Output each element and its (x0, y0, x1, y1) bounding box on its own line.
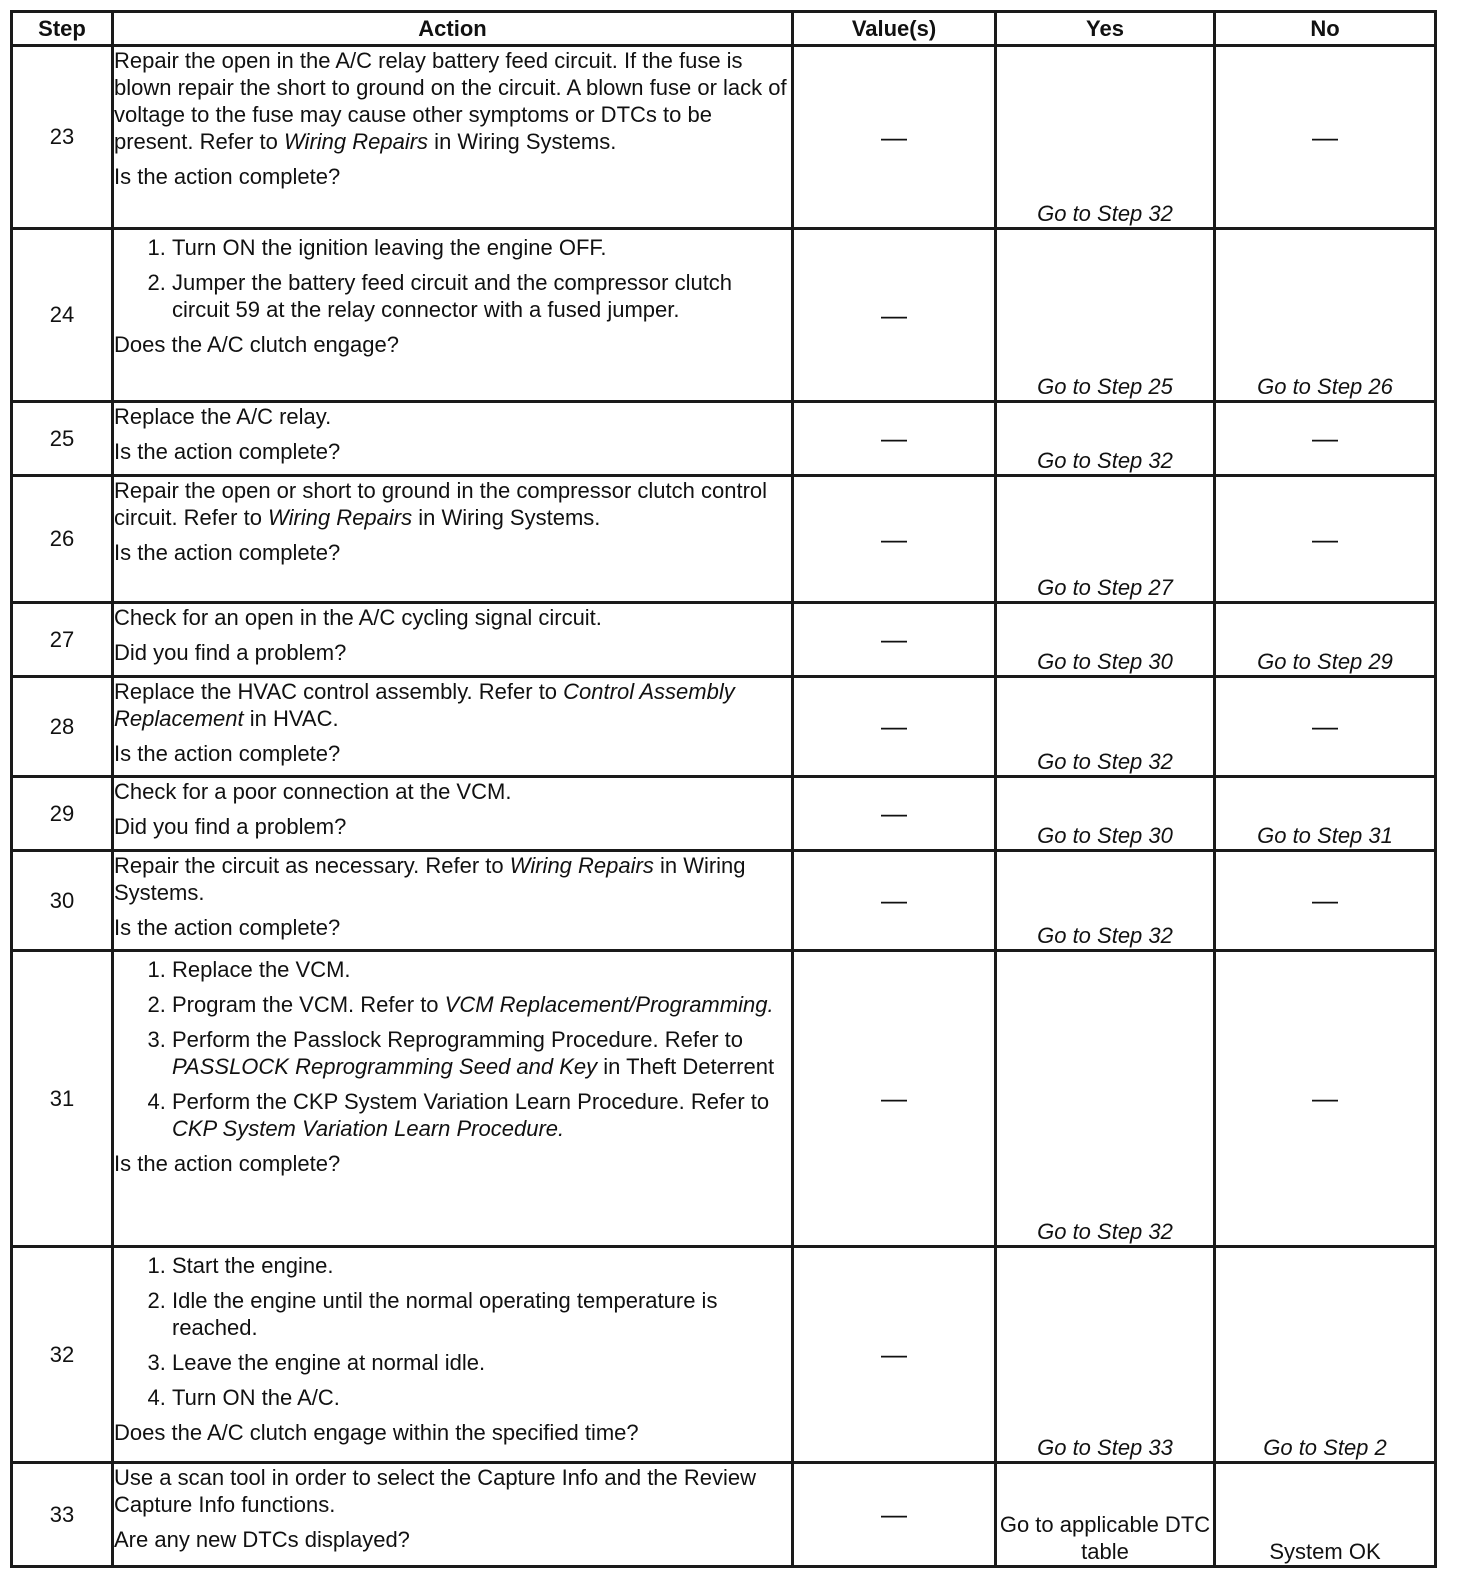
header-step: Step (12, 12, 113, 46)
header-yes: Yes (996, 12, 1215, 46)
action-cell (113, 46, 793, 229)
values-cell: — (793, 1463, 996, 1567)
no-cell: — (1215, 951, 1436, 1247)
action-question: Does the A/C clutch engage within the specified time? (114, 1420, 639, 1445)
step-number: 25 (12, 402, 113, 476)
values-cell: — (793, 951, 996, 1247)
values-cell: — (793, 476, 996, 603)
table-row (12, 677, 1436, 777)
no-cell: Go to Step 31 (1215, 777, 1436, 851)
action-cell (113, 402, 793, 476)
yes-cell: Go to Step 33 (996, 1247, 1215, 1463)
values-cell: — (793, 229, 996, 402)
yes-cell: Go to Step 32 (996, 46, 1215, 229)
no-cell: — (1215, 851, 1436, 951)
reference-link: PASSLOCK Reprogramming Seed and Key (172, 1054, 598, 1079)
values-cell: — (793, 402, 996, 476)
no-cell: Go to Step 29 (1215, 603, 1436, 677)
values-cell: — (793, 851, 996, 951)
step-number: 33 (12, 1463, 113, 1567)
action-question: Is the action complete? (114, 164, 341, 189)
step-number: 28 (12, 677, 113, 777)
table-row (12, 851, 1436, 951)
action-text: Replace the HVAC control assembly. Refer to Control Assembly Replacement in HVAC. (114, 679, 735, 731)
step-number: 26 (12, 476, 113, 603)
action-text: Repair the circuit as necessary. Refer to Wiring Repairs in Wiring Systems. (114, 853, 746, 905)
no-cell: — (1215, 46, 1436, 229)
action-text: Replace the A/C relay. (114, 404, 332, 429)
action-question: Did you find a problem? (114, 640, 347, 665)
table-row (12, 1247, 1436, 1463)
reference-link: Wiring Repairs (268, 505, 413, 530)
procedure-item: 4. Perform the CKP System Variation Learn Procedure. Refer to CKP System Variation Learn Procedure. (172, 1088, 791, 1142)
yes-cell: Go to Step 32 (996, 951, 1215, 1247)
action-text: Check for a poor connection at the VCM. (114, 779, 512, 804)
step-number: 23 (12, 46, 113, 229)
yes-cell: Go to Step 30 (996, 603, 1215, 677)
yes-cell: Go to Step 25 (996, 229, 1215, 402)
action-question: Is the action complete? (114, 1151, 341, 1176)
table-header-row (12, 12, 1436, 46)
yes-cell: Go to Step 30 (996, 777, 1215, 851)
values-cell: — (793, 603, 996, 677)
table-row (12, 476, 1436, 603)
values-cell: — (793, 777, 996, 851)
action-cell (113, 1463, 793, 1567)
table-row (12, 1463, 1436, 1567)
action-cell (113, 677, 793, 777)
step-number: 24 (12, 229, 113, 402)
reference-link: Wiring Repairs (283, 129, 429, 154)
procedure-item: 1. Replace the VCM. (172, 956, 791, 983)
action-question: Is the action complete? (114, 741, 341, 766)
procedure-item: 2. Program the VCM. Refer to VCM Replacement/Programming. (172, 991, 791, 1018)
procedure-item: 2. Jumper the battery feed circuit and the compressor clutch circuit 59 at the relay connector with a fused jumper. (172, 269, 791, 323)
no-cell: Go to Step 26 (1215, 229, 1436, 402)
no-cell: System OK (1215, 1463, 1436, 1567)
action-cell (113, 229, 793, 402)
reference-link: Wiring Repairs (509, 853, 654, 878)
action-question: Are any new DTCs displayed? (114, 1527, 410, 1552)
action-question: Did you find a problem? (114, 814, 347, 839)
action-cell (113, 851, 793, 951)
action-cell (113, 476, 793, 603)
procedure-item: 2. Idle the engine until the normal operating temperature is reached. (172, 1287, 791, 1341)
step-number: 29 (12, 777, 113, 851)
step-number: 27 (12, 603, 113, 677)
diagnostic-table (10, 10, 1437, 1568)
action-text: Repair the open in the A/C relay battery feed circuit. If the fuse is blown repair the short to ground on the circuit. A blown fuse or lack of voltage to the fuse may cause other symptoms or DTCs to be present. Refer to Wiring Repairs in Wiring Systems. (114, 48, 787, 154)
no-cell: — (1215, 677, 1436, 777)
values-cell: — (793, 1247, 996, 1463)
reference-link: CKP System Variation Learn Procedure. (172, 1116, 565, 1141)
step-number: 32 (12, 1247, 113, 1463)
table-row (12, 229, 1436, 402)
yes-cell: Go to Step 32 (996, 851, 1215, 951)
yes-cell: Go to Step 32 (996, 402, 1215, 476)
procedure-item: 4. Turn ON the A/C. (172, 1384, 791, 1411)
table-row (12, 402, 1436, 476)
no-cell: — (1215, 402, 1436, 476)
no-cell: — (1215, 476, 1436, 603)
action-text: Repair the open or short to ground in the compressor clutch control circuit. Refer to Wiring Repairs in Wiring Systems. (114, 478, 768, 530)
header-action: Action (113, 12, 793, 46)
action-text: Use a scan tool in order to select the Capture Info and the Review Capture Info functions. (114, 1465, 757, 1517)
procedure-list (114, 234, 791, 323)
procedure-item: 1. Start the engine. (172, 1252, 791, 1279)
action-cell (113, 1247, 793, 1463)
yes-cell: Go to applicable DTC table (996, 1463, 1215, 1567)
procedure-list (114, 956, 791, 1142)
header-no: No (1215, 12, 1436, 46)
procedure-item: 3. Leave the engine at normal idle. (172, 1349, 791, 1376)
action-cell (113, 603, 793, 677)
no-cell: Go to Step 2 (1215, 1247, 1436, 1463)
values-cell: — (793, 677, 996, 777)
table-row (12, 951, 1436, 1247)
action-question: Is the action complete? (114, 439, 341, 464)
values-cell: — (793, 46, 996, 229)
header-values: Value(s) (793, 12, 996, 46)
step-number: 31 (12, 951, 113, 1247)
action-question: Is the action complete? (114, 540, 341, 565)
procedure-item: 3. Perform the Passlock Reprogramming Procedure. Refer to PASSLOCK Reprogramming Seed and Key in Theft Deterrent (172, 1026, 791, 1080)
action-question: Is the action complete? (114, 915, 341, 940)
yes-cell: Go to Step 32 (996, 677, 1215, 777)
table-row (12, 777, 1436, 851)
step-number: 30 (12, 851, 113, 951)
action-cell (113, 951, 793, 1247)
procedure-item: 1. Turn ON the ignition leaving the engine OFF. (172, 234, 791, 261)
table-row (12, 46, 1436, 229)
yes-cell: Go to Step 27 (996, 476, 1215, 603)
action-text: Check for an open in the A/C cycling signal circuit. (114, 605, 602, 630)
action-question: Does the A/C clutch engage? (114, 332, 399, 357)
reference-link: VCM Replacement/Programming. (444, 992, 774, 1017)
action-cell (113, 777, 793, 851)
procedure-list (114, 1252, 791, 1411)
reference-link: Control Assembly Replacement (114, 679, 735, 731)
table-row (12, 603, 1436, 677)
